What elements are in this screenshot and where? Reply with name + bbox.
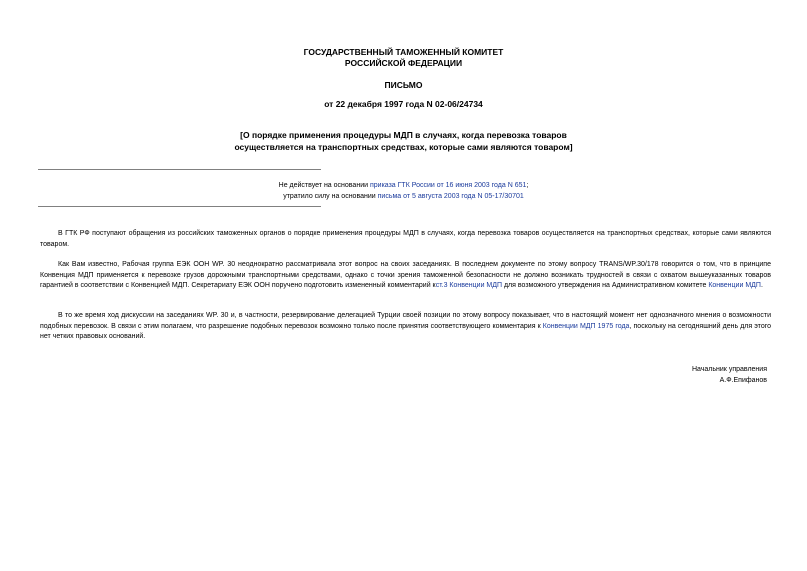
order-651-link[interactable]: приказа ГТК России от 16 июня 2003 года N 651 (369, 182, 527, 189)
status-note-suffix1: ; (526, 182, 529, 189)
p3-text-2: , поскольку на сегодняшний день для этого нет четких правовых оснований. (40, 322, 771, 340)
article3-convention-link[interactable]: ст.3 Конвенции МДП (435, 282, 503, 289)
tir-convention-link[interactable]: Конвенции МДП (708, 282, 761, 289)
body-paragraph-3 (40, 311, 771, 343)
p3-text-1: В то же время ход дискуссии на заседаниях WP. 30 и, в частности, резервирование делегацией Турции своей позиции по этому вопросу показывает, что в настоящий момент нет однозначного мнения о возможности подобных перевозок. В связи с этим полагаем, что разрешение подобных перевозок возможно только после принятия соответствующего комментария к (40, 312, 771, 330)
signer-position: Начальник управления (691, 366, 767, 373)
p2-text-1: Как Вам известно, Рабочая группа ЕЭК ООН WP. 30 неоднократно рассматривала этот вопрос на своих заседаниях. В последнем документе по этому вопросу TRANS/WP.30/178 говорится о том, что в принципе Конвенция МДП применяется к перевозке грузов дорожными транспортными средствами, однако с точки зрения таможенной безопасности не должно возникать трудностей в связи с охватом вышеуказанных товаров гарантией в соответствии с Конвенцией МДП. Секретариату ЕЭК ООН поручено подготовить измененный комментарий к (40, 261, 771, 289)
top-divider (38, 169, 321, 170)
letter-05-17-link[interactable]: письма от 5 августа 2003 года N 05-17/30701 (377, 193, 524, 200)
document-date: от 22 декабря 1997 года N 02-06/24734 (324, 99, 483, 109)
org-name-line1: ГОСУДАРСТВЕННЫЙ ТАМОЖЕННЫЙ КОМИТЕТ (303, 47, 504, 57)
document-subject-line2: осуществляется на транспортных средствах, которые сами являются товаром] (234, 142, 573, 152)
document-subject-line1: [О порядке применения процедуры МДП в случаях, когда перевозка товаров (240, 130, 567, 140)
signer-name: А.Ф.Епифанов (719, 377, 767, 384)
bottom-divider (38, 206, 321, 207)
p2-text-2: для возможного утверждения на Административном комитете (502, 282, 709, 289)
status-note-prefix2: утратило силу на основании (283, 193, 378, 200)
body-paragraph-1: В ГТК РФ поступают обращения из российских таможенных органов о порядке применения процедуры МДП в случаях, когда перевозка товаров осуществляется на транспортных средствах, которые сами являются товаром. (40, 230, 771, 248)
document-type: ПИСЬМО (384, 80, 423, 90)
p2-text-3: . (760, 282, 763, 289)
status-note-line2 (0, 192, 807, 201)
status-note-prefix1: Не действует на основании (278, 182, 370, 189)
body-paragraph-2 (40, 260, 771, 292)
tir-convention-1975-link[interactable]: Конвенции МДП 1975 года (542, 322, 630, 330)
org-name-line2: РОССИЙСКОЙ ФЕДЕРАЦИИ (344, 58, 463, 68)
status-note-line1 (0, 181, 807, 190)
